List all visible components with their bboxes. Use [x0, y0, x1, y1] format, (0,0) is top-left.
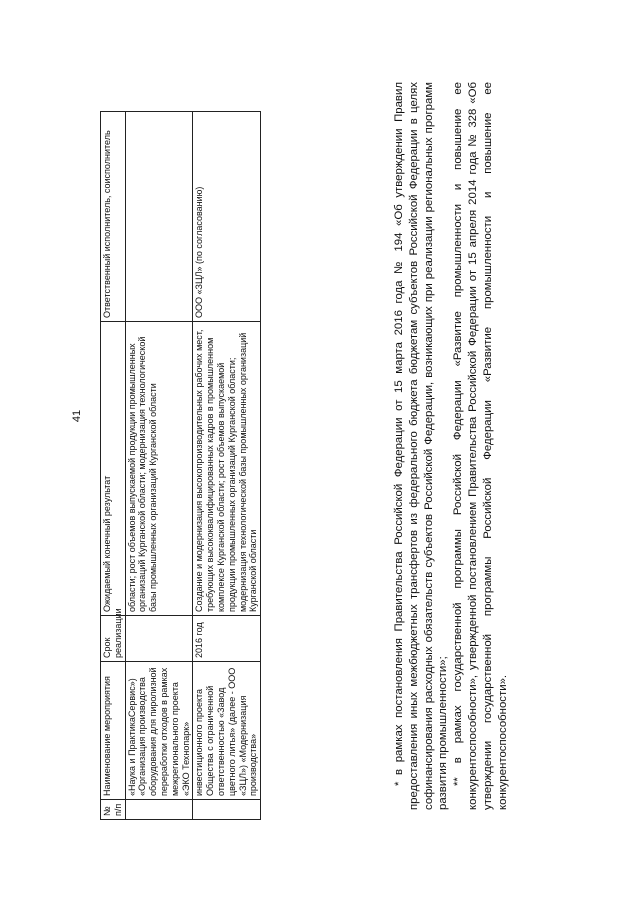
footnote: * в рамках постановления Правительства Российской Федерации от 15 марта 2016 года № 194 «Об утверждении Правил предоставления иных межбюджетных трансфертов из федерального бюджета бюджетам субъектов Российской Федерации в целях софинансирования расходных обязательств субъектов Российской Федерации, возникающих при реализации региональных программ развития промышленности»;: [393, 82, 450, 810]
cell-term: [125, 616, 193, 662]
header-num: № п/п: [101, 800, 126, 820]
cell-num: [193, 800, 261, 820]
header-term: Срок реализации: [101, 616, 126, 662]
cell-result: области; рост объемов выпускаемой продукции промышленных организаций Курганской области; модернизация технологической базы промышленных организаций Курганской области: [125, 322, 193, 616]
table-header-row: [101, 112, 126, 820]
rotated-content: [100, 70, 530, 820]
cell-result: Создание и модернизация высокопроизводительных рабочих мест, требующих высококвалифицированных кадров в промышленном комплексе Курганской области; рост объемов выпускаемой продукции промышленных организаций Курганской области; модернизация технологической базы промышленных организаций Курганской области: [193, 322, 261, 616]
table-row: [125, 112, 193, 820]
cell-term: 2016 год: [193, 616, 261, 662]
cell-executor: [125, 112, 193, 322]
table-row: [193, 112, 261, 820]
header-name: Наименование мероприятия: [101, 662, 126, 800]
footnote: ** в рамках государственной программы Российской Федерации «Развитие промышленности и повышение ее конкурентоспособности», утвержденной постановлением Правительства Российской Федерации от 15 апреля 2014 года № 328 «Об утверждении государственной программы Российской Федерации «Развитие промышленности и повышение ее конкурентоспособности».: [452, 82, 509, 810]
cell-name: «Наука и ПрактикаСервис») «Организация производства оборудования для пиролизной переработки отходов в рамках межрегионального проекта «ЭКО Технопарк»: [125, 662, 193, 800]
footnotes: [392, 82, 510, 810]
header-result: Ожидаемый конечный результат: [101, 322, 126, 616]
cell-name: инвестиционного проекта Общества с ограниченной ответственностью «Завод цветного литья» (далее - ООО «ЗЦЛ») «Модернизация производства»: [193, 662, 261, 800]
header-executor: Ответственный исполнитель, соисполнитель: [101, 112, 126, 322]
cell-executor: ООО «ЗЦЛ» (по согласованию): [193, 112, 261, 322]
measures-table: [100, 111, 261, 820]
cell-num: [125, 800, 193, 820]
page-number: 41: [71, 409, 83, 423]
